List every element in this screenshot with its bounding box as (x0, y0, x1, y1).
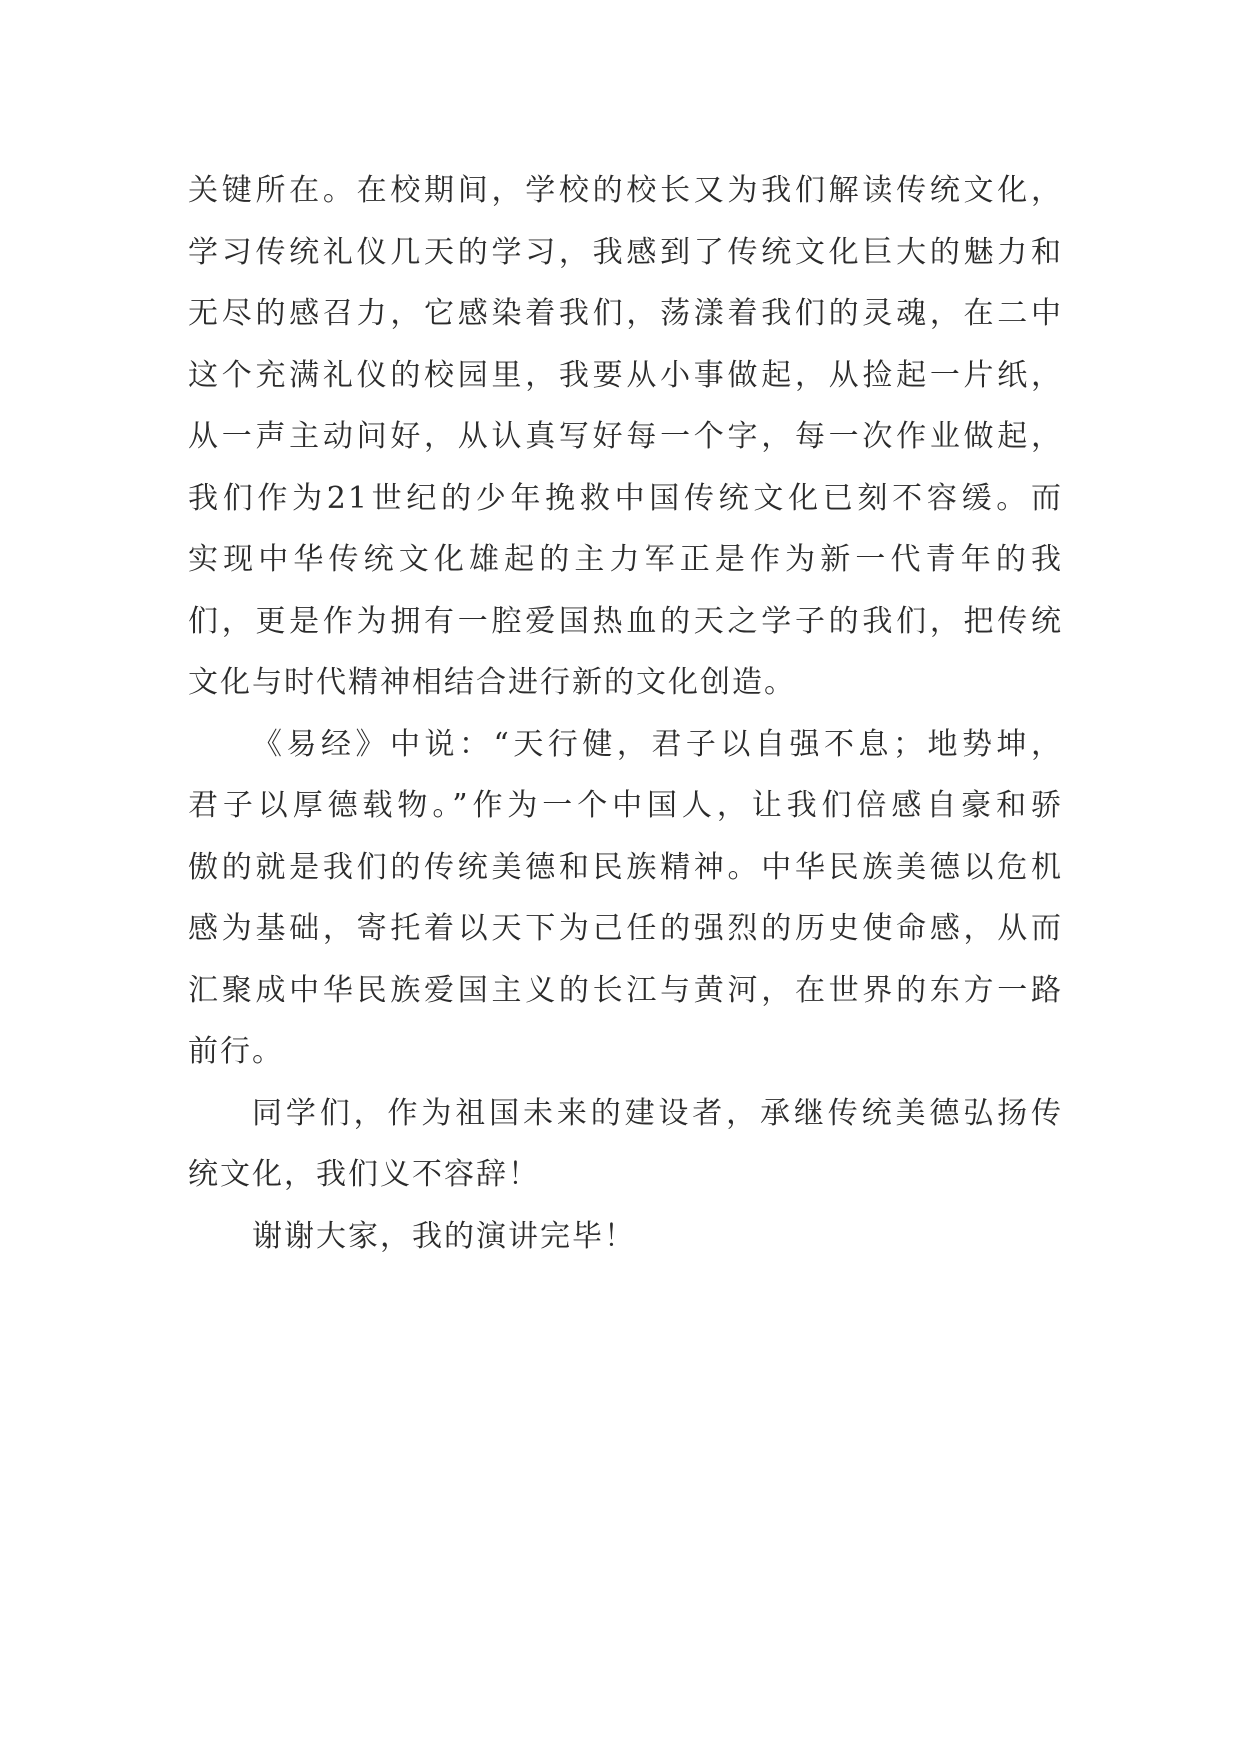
text-line: 感为基础，寄托着以天下为己任的强烈的历史使命感，从而 (188, 911, 1063, 946)
text-line: 这个充满礼仪的校园里，我要从小事做起，从捡起一片纸， (188, 357, 1063, 393)
text-line: 谢谢大家，我的演讲完毕！ (252, 1218, 636, 1254)
text-line: 我们作为21世纪的少年挽救中国传统文化已刻不容缓。而 (188, 480, 1063, 516)
text-line: 关键所在。在校期间，学校的校长又为我们解读传统文化， (188, 173, 1063, 208)
text-line: 学习传统礼仪几天的学习，我感到了传统文化巨大的魅力和 (188, 234, 1063, 270)
text-line: 同学们，作为祖国未来的建设者，承继传统美德弘扬传 (252, 1095, 1063, 1131)
speech-text (188, 160, 1063, 1267)
text-line: 《易经》中说：“天行健，君子以自强不息；地势坤， (252, 726, 1063, 762)
text-line: 们，更是作为拥有一腔爱国热血的天之学子的我们，把传统 (188, 603, 1063, 639)
text-line: 傲的就是我们的传统美德和民族精神。中华民族美德以危机 (188, 849, 1063, 885)
text-line: 君子以厚德载物。”作为一个中国人，让我们倍感自豪和骄 (188, 788, 1063, 823)
text-line: 前行。 (188, 1034, 284, 1069)
text-line: 从一声主动问好，从认真写好每一个字，每一次作业做起， (188, 419, 1063, 454)
text-line: 无尽的感召力，它感染着我们，荡漾着我们的灵魂，在二中 (188, 296, 1063, 331)
text-line: 文化与时代精神相结合进行新的文化创造。 (188, 665, 796, 700)
text-line: 实现中华传统文化雄起的主力军正是作为新一代青年的我 (188, 542, 1063, 577)
text-line: 统文化，我们义不容辞！ (188, 1157, 540, 1192)
text-line: 汇聚成中华民族爱国主义的长江与黄河，在世界的东方一路 (188, 972, 1063, 1008)
